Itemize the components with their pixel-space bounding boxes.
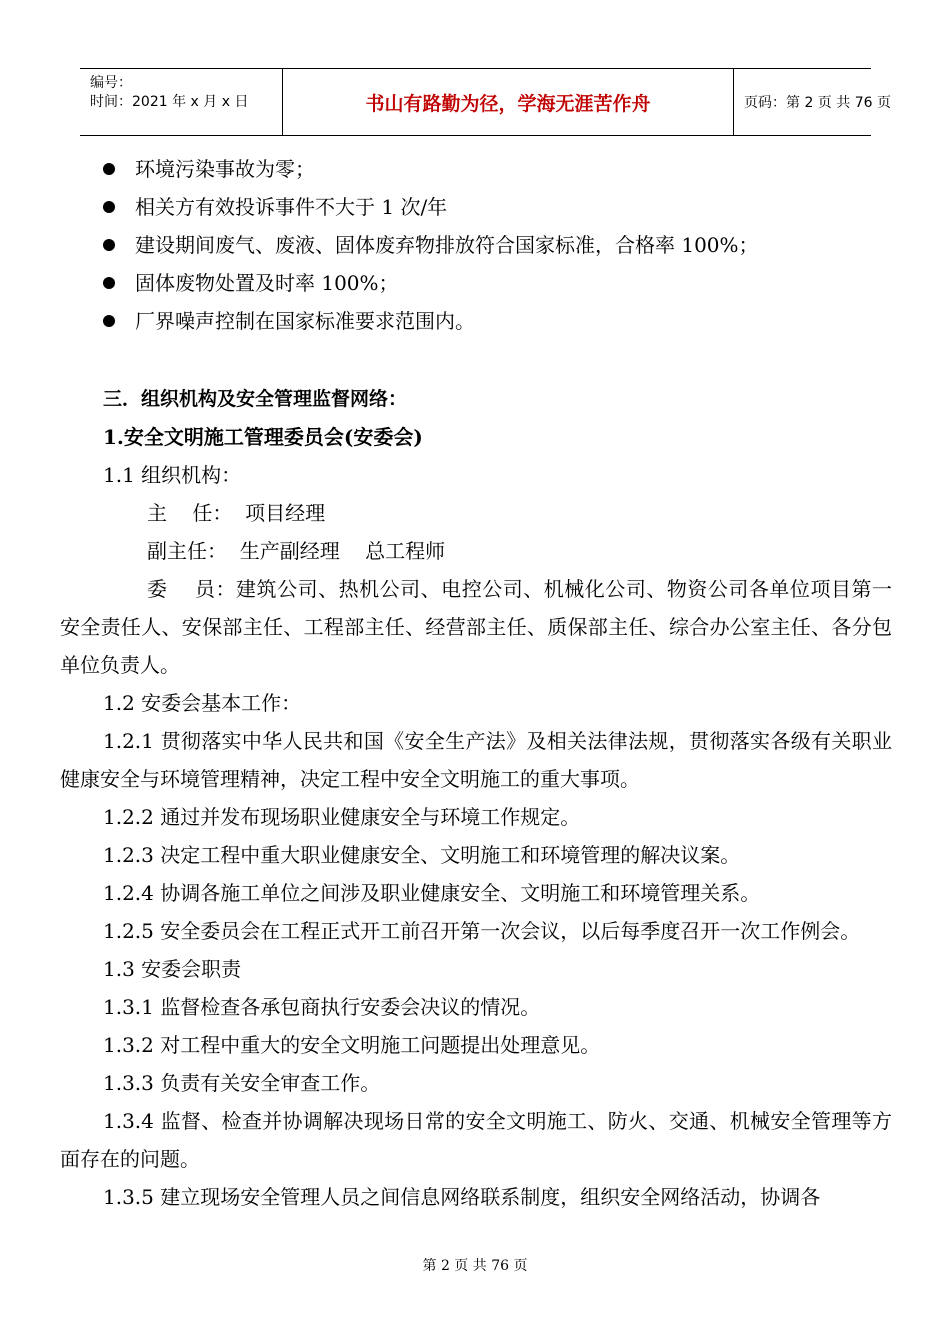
director-line: 主 任： 项目经理 xyxy=(147,501,326,525)
subsection-1-heading: 1.安全文明施工管理委员会(安委会) xyxy=(103,425,423,449)
members-para xyxy=(60,570,892,684)
bullet-text: 相关方有效投诉事件不大于 1 次/年 xyxy=(135,195,448,219)
para-1-1: 1.1 组织机构： xyxy=(103,463,242,487)
para-1-2-5: 1.2.5 安全委员会在工程正式开工前召开第一次会议，以后每季度召开一次工作例会。 xyxy=(103,919,861,943)
para-1-2-4: 1.2.4 协调各施工单位之间涉及职业健康安全、文明施工和环境管理关系。 xyxy=(103,881,761,905)
para-1-3-4: 1.3.4 监督、检查并协调解决现场日常的安全文明施工、防火、交通、机械安全管理等方面存在的问题。 xyxy=(60,1109,892,1171)
bullet-item xyxy=(60,226,892,264)
para-1-3-5: 1.3.5 建立现场安全管理人员之间信息网络联系制度，组织安全网络活动，协调各 xyxy=(103,1185,821,1209)
bullet-dot-icon xyxy=(103,315,115,327)
header-date-label: 时间：2021 年 x 月 x 日 xyxy=(90,94,249,110)
bullet-text: 厂界噪声控制在国家标准要求范围内。 xyxy=(135,309,475,333)
para-1-3-2: 1.3.2 对工程中重大的安全文明施工问题提出处理意见。 xyxy=(103,1033,601,1057)
para-1-2-2: 1.2.2 通过并发布现场职业健康安全与环境工作规定。 xyxy=(103,805,581,829)
para-1-3: 1.3 安委会职责 xyxy=(103,957,242,981)
bullet-dot-icon xyxy=(103,201,115,213)
members-text: 委 员：建筑公司、热机公司、电控公司、机械化公司、物资公司各单位项目第一安全责任人、安保部主任、工程部主任、经营部主任、质保部主任、综合办公室主任、各分包单位负责人。 xyxy=(60,577,892,677)
para-1-2-3: 1.2.3 决定工程中重大职业健康安全、文明施工和环境管理的解决议案。 xyxy=(103,843,741,867)
bullet-item xyxy=(60,302,892,340)
document-body xyxy=(60,150,892,1216)
header-page-info: 页码：第 2 页 共 76 页 xyxy=(744,95,891,111)
para-1-2: 1.2 安委会基本工作： xyxy=(103,691,302,715)
bullet-item xyxy=(60,264,892,302)
bullet-text: 固体废物处置及时率 100%； xyxy=(135,271,399,295)
bullet-item xyxy=(60,150,892,188)
header-left-cell xyxy=(80,69,282,135)
page-header xyxy=(80,68,891,136)
bullet-dot-icon xyxy=(103,163,115,175)
header-number-label: 编号： xyxy=(90,75,132,91)
section-3-heading: 三．组织机构及安全管理监督网络： xyxy=(103,388,408,410)
para-1-3-3: 1.3.3 负责有关安全审查工作。 xyxy=(103,1071,381,1095)
page-footer: 第 2 页 共 76 页 xyxy=(422,1258,528,1274)
bullet-dot-icon xyxy=(103,277,115,289)
vice-director-line: 副主任： 生产副经理 总工程师 xyxy=(147,539,446,563)
para-1-2-1: 1.2.1 贯彻落实中华人民共和国《安全生产法》及相关法律法规，贯彻落实各级有关职业健康安全与环境管理精神，决定工程中安全文明施工的重大事项。 xyxy=(60,729,892,791)
bullet-text: 环境污染事故为零； xyxy=(135,157,315,181)
para-1-3-1: 1.3.1 监督检查各承包商执行安委会决议的情况。 xyxy=(103,995,541,1019)
bullet-dot-icon xyxy=(103,239,115,251)
bullet-text: 建设期间废气、废液、固体废弃物排放符合国家标准，合格率 100%； xyxy=(135,233,759,257)
bullet-item xyxy=(60,188,892,226)
header-motto: 书山有路勤为径，学海无涯苦作舟 xyxy=(282,69,734,135)
